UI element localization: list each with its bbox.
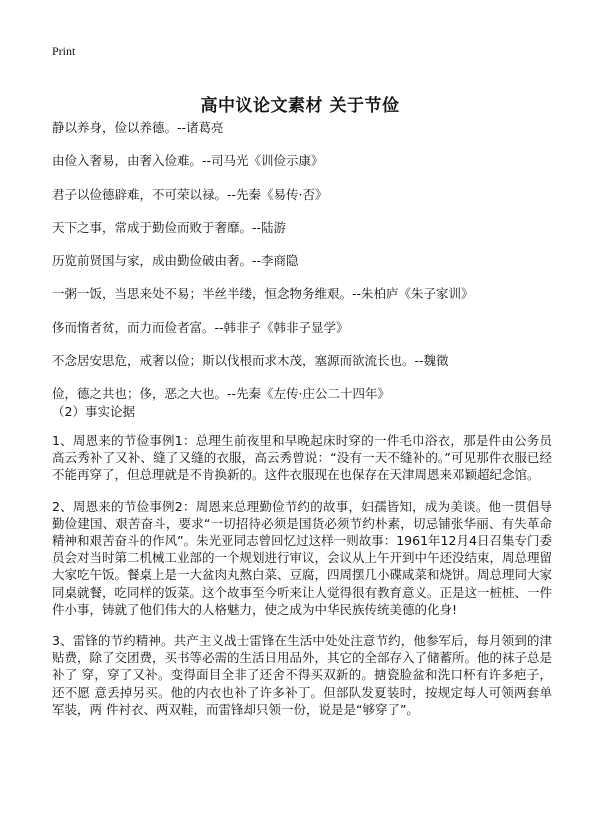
example-list: [52, 432, 552, 732]
print-link[interactable]: Print: [52, 44, 76, 58]
quote-item: 侈而惰者贫，而力而俭者富。--韩非子《韩非子显学》: [52, 319, 349, 335]
quote-list: [52, 120, 572, 420]
quote-item: 一粥一饭，当思来处不易；半丝半缕，恒念物务维艰。--朱柏庐《朱子家训》: [52, 286, 474, 302]
quote-item: 天下之事，常成于勤俭而败于奢靡。--陆游: [52, 219, 287, 235]
page-title: 高中议论文素材 关于节俭: [200, 96, 400, 117]
example-paragraph: 1、周恩来的节俭事例1：总理生前夜里和早晚起床时穿的一件毛巾浴衣，那是件由公务员高云秀补了又补、缝了又缝的衣服，高云秀曾说：“没有一天不缝补的。”可见那件衣服已经不能再穿了，但总理就是不肯换新的。这件衣服现在也保存在天津周恩来邓颖超纪念馆。: [52, 433, 552, 483]
example-paragraph: 3、雷锋的节约精神。共产主义战士雷锋在生活中处处注意节约，他参军后，每月领到的津贴费，除了交团费，买书等必需的生活日用品外，其它的全部存入了储蓄所。他的袜子总是补了 穿，穿了又补。变得面目全非了还舍不得买双新的。搪瓷脸盆和洗口杯有许多疤子，还不愿 意丢掉另买。他的内衣也补了许多补丁。但部队发夏装时，按规定每人可领两套单军装，两 件衬衣、两双鞋，而雷锋却只领一份，说是是“够穿了”。: [52, 633, 553, 717]
quote-item: 俭，德之共也；侈，恶之大也。--先秦《左传·庄公二十四年》: [52, 386, 390, 402]
example-paragraph: 2、周恩来的节俭事例2：周恩来总理勤俭节约的故事，妇孺皆知，成为美谈。他一贯倡导勤俭建国、艰苦奋斗，要求“一切招待必须是国货必须节约朴素，切忌铺张华丽、有失革命精神和艰苦奋斗的作风”。朱光亚同志曾回忆过这样一则故事：1961年12月4日召集专门委员会对当时第二机械工业部的一个规划进行审议，会议从上午开到中午还没结束，周总理留大家吃午饭。餐桌上是一大盆肉丸熬白菜、豆腐，四周摆几小碟咸菜和烧饼。周总理同大家同桌就餐，吃同样的饭菜。这个故事至今听来让人觉得很有教育意义。正是这一桩桩、一件件小事，铸就了他们伟大的人格魅力，使之成为中华民族传统美德的化身!: [52, 498, 553, 617]
quote-item: 不念居安思危，戒奢以俭；斯以伐根而求木茂，塞源而欲流长也。--魏徵: [52, 353, 449, 369]
quote-item: 静以养身，俭以养德。--诸葛亮: [52, 120, 224, 135]
quote-item: 君子以俭德辟难，不可荣以禄。--先秦《易传·否》: [52, 186, 328, 202]
section-heading: （2）事实论据: [52, 404, 135, 419]
quote-item: 历览前贤国与家，成由勤俭破由奢。--李商隐: [52, 253, 299, 269]
quote-item: 由俭入奢易，由奢入俭难。--司马光《训俭示康》: [52, 153, 324, 169]
